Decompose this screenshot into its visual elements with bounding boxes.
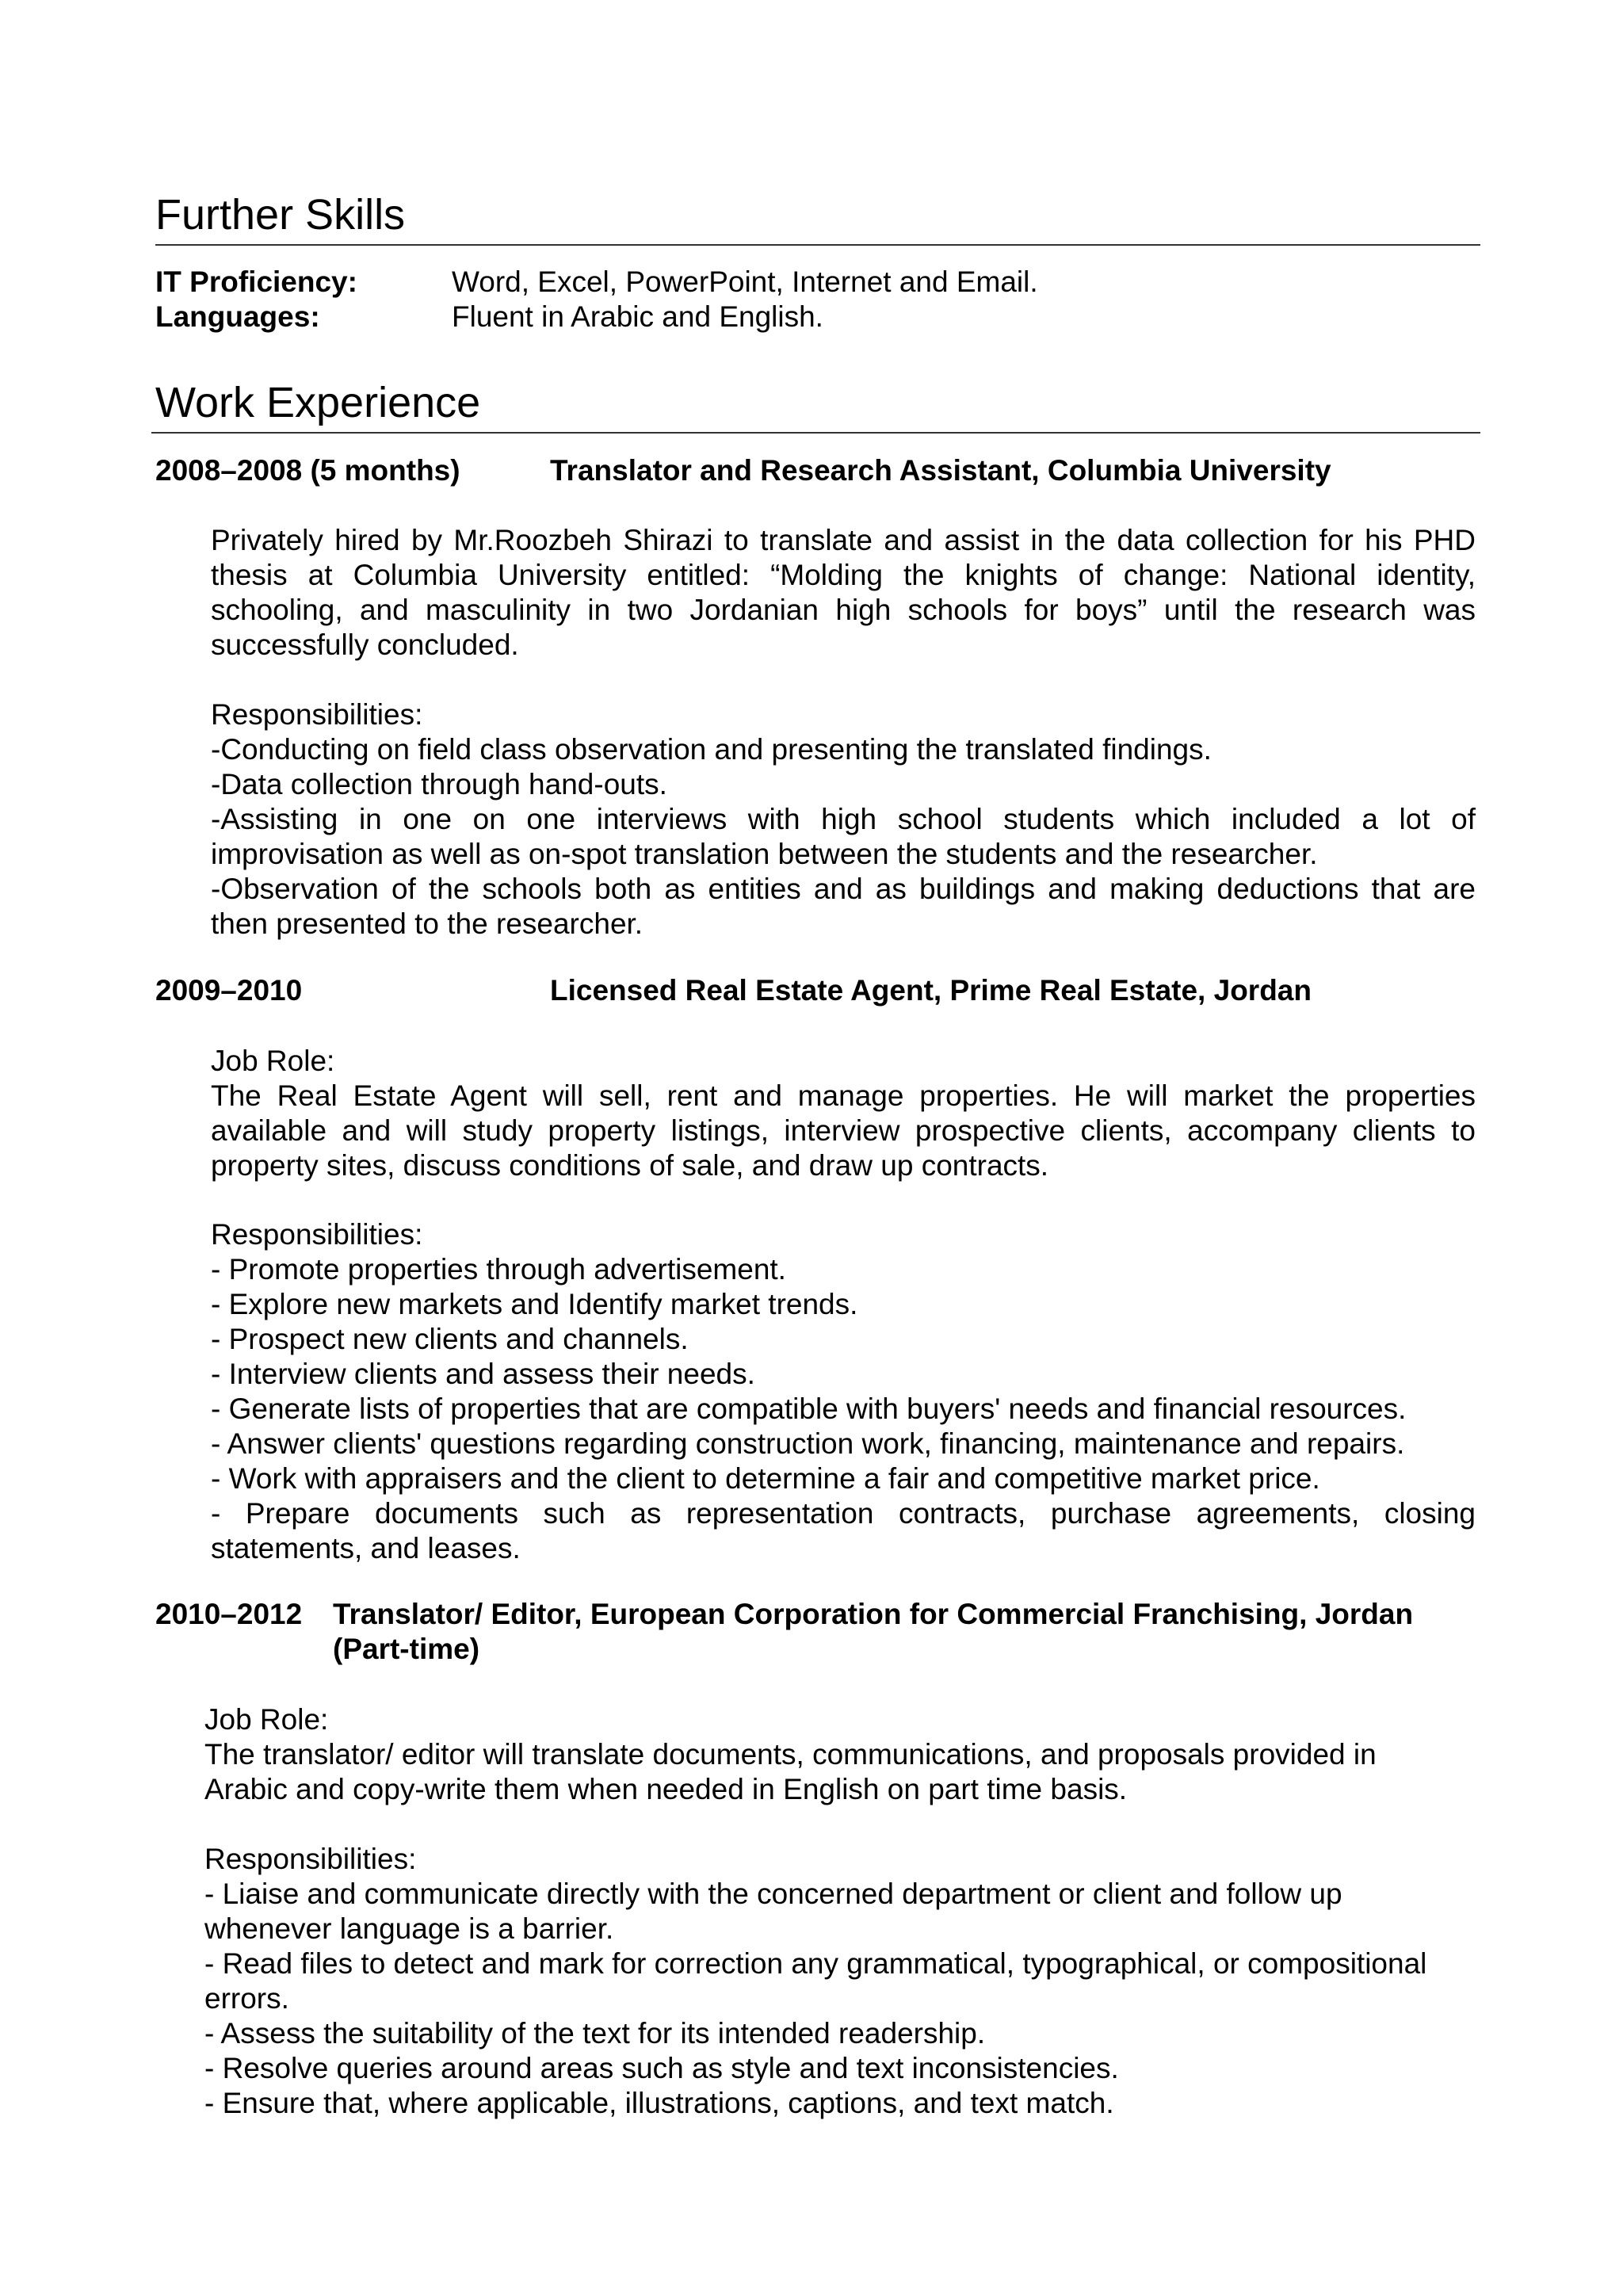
languages-value: Fluent in Arabic and English. — [452, 300, 823, 333]
job2-resp-item: - Prospect new clients and channels. — [211, 1323, 689, 1355]
job1-title: Translator and Research Assistant, Columbia University — [550, 454, 1331, 487]
job3-resp-item: - Read files to detect and mark for correction any grammatical, typographical, or compositional — [204, 1947, 1427, 1980]
work-experience-heading — [151, 381, 1480, 434]
work-experience-title: Work Experience — [155, 379, 481, 426]
it-proficiency-label: IT Proficiency: — [155, 266, 357, 298]
job3-role-line: Arabic and copy-write them when needed in English on part time basis. — [204, 1773, 1128, 1805]
job3-role — [204, 1702, 1476, 1807]
job2-resp-item: - Generate lists of properties that are compatible with buyers' needs and financial resources. — [211, 1392, 1407, 1425]
job3-resp-item: - Ensure that, where applicable, illustrations, captions, and text match. — [204, 2087, 1114, 2119]
languages-label: Languages: — [155, 300, 320, 333]
job3-role-line: The translator/ editor will translate documents, communications, and proposals provided in — [204, 1738, 1377, 1771]
job2-role-line: property sites, discuss conditions of sale, and draw up contracts. — [211, 1149, 1049, 1182]
job1-description — [211, 523, 1476, 663]
job2-role — [211, 1044, 1476, 1183]
job3-resp-item: errors. — [204, 1982, 289, 2015]
job3-resp-item: - Liaise and communicate directly with the concerned department or client and follow up — [204, 1878, 1342, 1910]
job2-resp-item: - Explore new markets and Identify market trends. — [211, 1288, 858, 1320]
job1-desc-line: successfully concluded. — [211, 628, 519, 661]
job1-resp-item: -Data collection through hand-outs. — [211, 768, 667, 800]
it-proficiency-value: Word, Excel, PowerPoint, Internet and Email. — [452, 266, 1038, 298]
job2-title: Licensed Real Estate Agent, Prime Real Estate, Jordan — [550, 974, 1312, 1007]
job2-resp-item: - Prepare documents such as representation contracts, purchase agreements, closing — [211, 1497, 1476, 1530]
job3-responsibilities — [204, 1842, 1476, 2121]
job1-responsibilities — [211, 697, 1476, 942]
job1-resp-heading: Responsibilities: — [211, 698, 423, 731]
job2-resp-heading: Responsibilities: — [211, 1218, 423, 1251]
job1-resp-item: -Assisting in one on one interviews with high school students which included a lot of — [211, 803, 1476, 835]
job2-role-line: available and will study property listings, interview prospective clients, accompany clients to — [211, 1114, 1476, 1147]
job3-resp-item: - Assess the suitability of the text for its intended readership. — [204, 2017, 986, 2050]
job3-resp-heading: Responsibilities: — [204, 1843, 417, 1875]
job3-title-line2: (Part-time) — [333, 1633, 480, 1665]
job1-desc-line: schooling, and masculinity in two Jordanian high schools for boys” until the research was — [211, 594, 1476, 626]
job3-resp-item: whenever language is a barrier. — [204, 1912, 614, 1945]
job3-resp-item: - Resolve queries around areas such as style and text inconsistencies. — [204, 2052, 1119, 2084]
job1-resp-item: then presented to the researcher. — [211, 907, 643, 940]
job3-role-heading: Job Role: — [204, 1703, 329, 1736]
job1-resp-item: -Conducting on field class observation and presenting the translated findings. — [211, 733, 1212, 766]
job2-role-line: The Real Estate Agent will sell, rent and manage properties. He will market the properties — [211, 1079, 1476, 1112]
job2-date: 2009–2010 — [155, 974, 303, 1007]
job2-resp-item: statements, and leases. — [211, 1532, 521, 1564]
job2-responsibilities — [211, 1217, 1476, 1566]
job2-resp-item: - Answer clients' questions regarding construction work, financing, maintenance and repairs. — [211, 1427, 1405, 1460]
job2-resp-item: - Promote properties through advertisement. — [211, 1253, 786, 1286]
job1-resp-item: -Observation of the schools both as entities and as buildings and making deductions that are — [211, 873, 1476, 905]
job2-role-heading: Job Role: — [211, 1045, 335, 1077]
job1-desc-line: thesis at Columbia University entitled: “Molding the knights of change: National identity, — [211, 559, 1476, 591]
job1-date: 2008–2008 (5 months) — [155, 454, 460, 487]
further-skills-title: Further Skills — [155, 191, 406, 239]
job2-resp-item: - Work with appraisers and the client to determine a fair and competitive market price. — [211, 1462, 1320, 1495]
further-skills-heading — [155, 193, 1480, 246]
job1-desc-line: Privately hired by Mr.Roozbeh Shirazi to translate and assist in the data collection for his PHD — [211, 524, 1476, 556]
job2-resp-item: - Interview clients and assess their needs. — [211, 1358, 755, 1390]
job1-resp-item: improvisation as well as on-spot translation between the students and the researcher. — [211, 838, 1318, 870]
job3-title-line1: Translator/ Editor, European Corporation for Commercial Franchising, Jordan — [333, 1598, 1414, 1630]
job3-date: 2010–2012 — [155, 1598, 303, 1630]
